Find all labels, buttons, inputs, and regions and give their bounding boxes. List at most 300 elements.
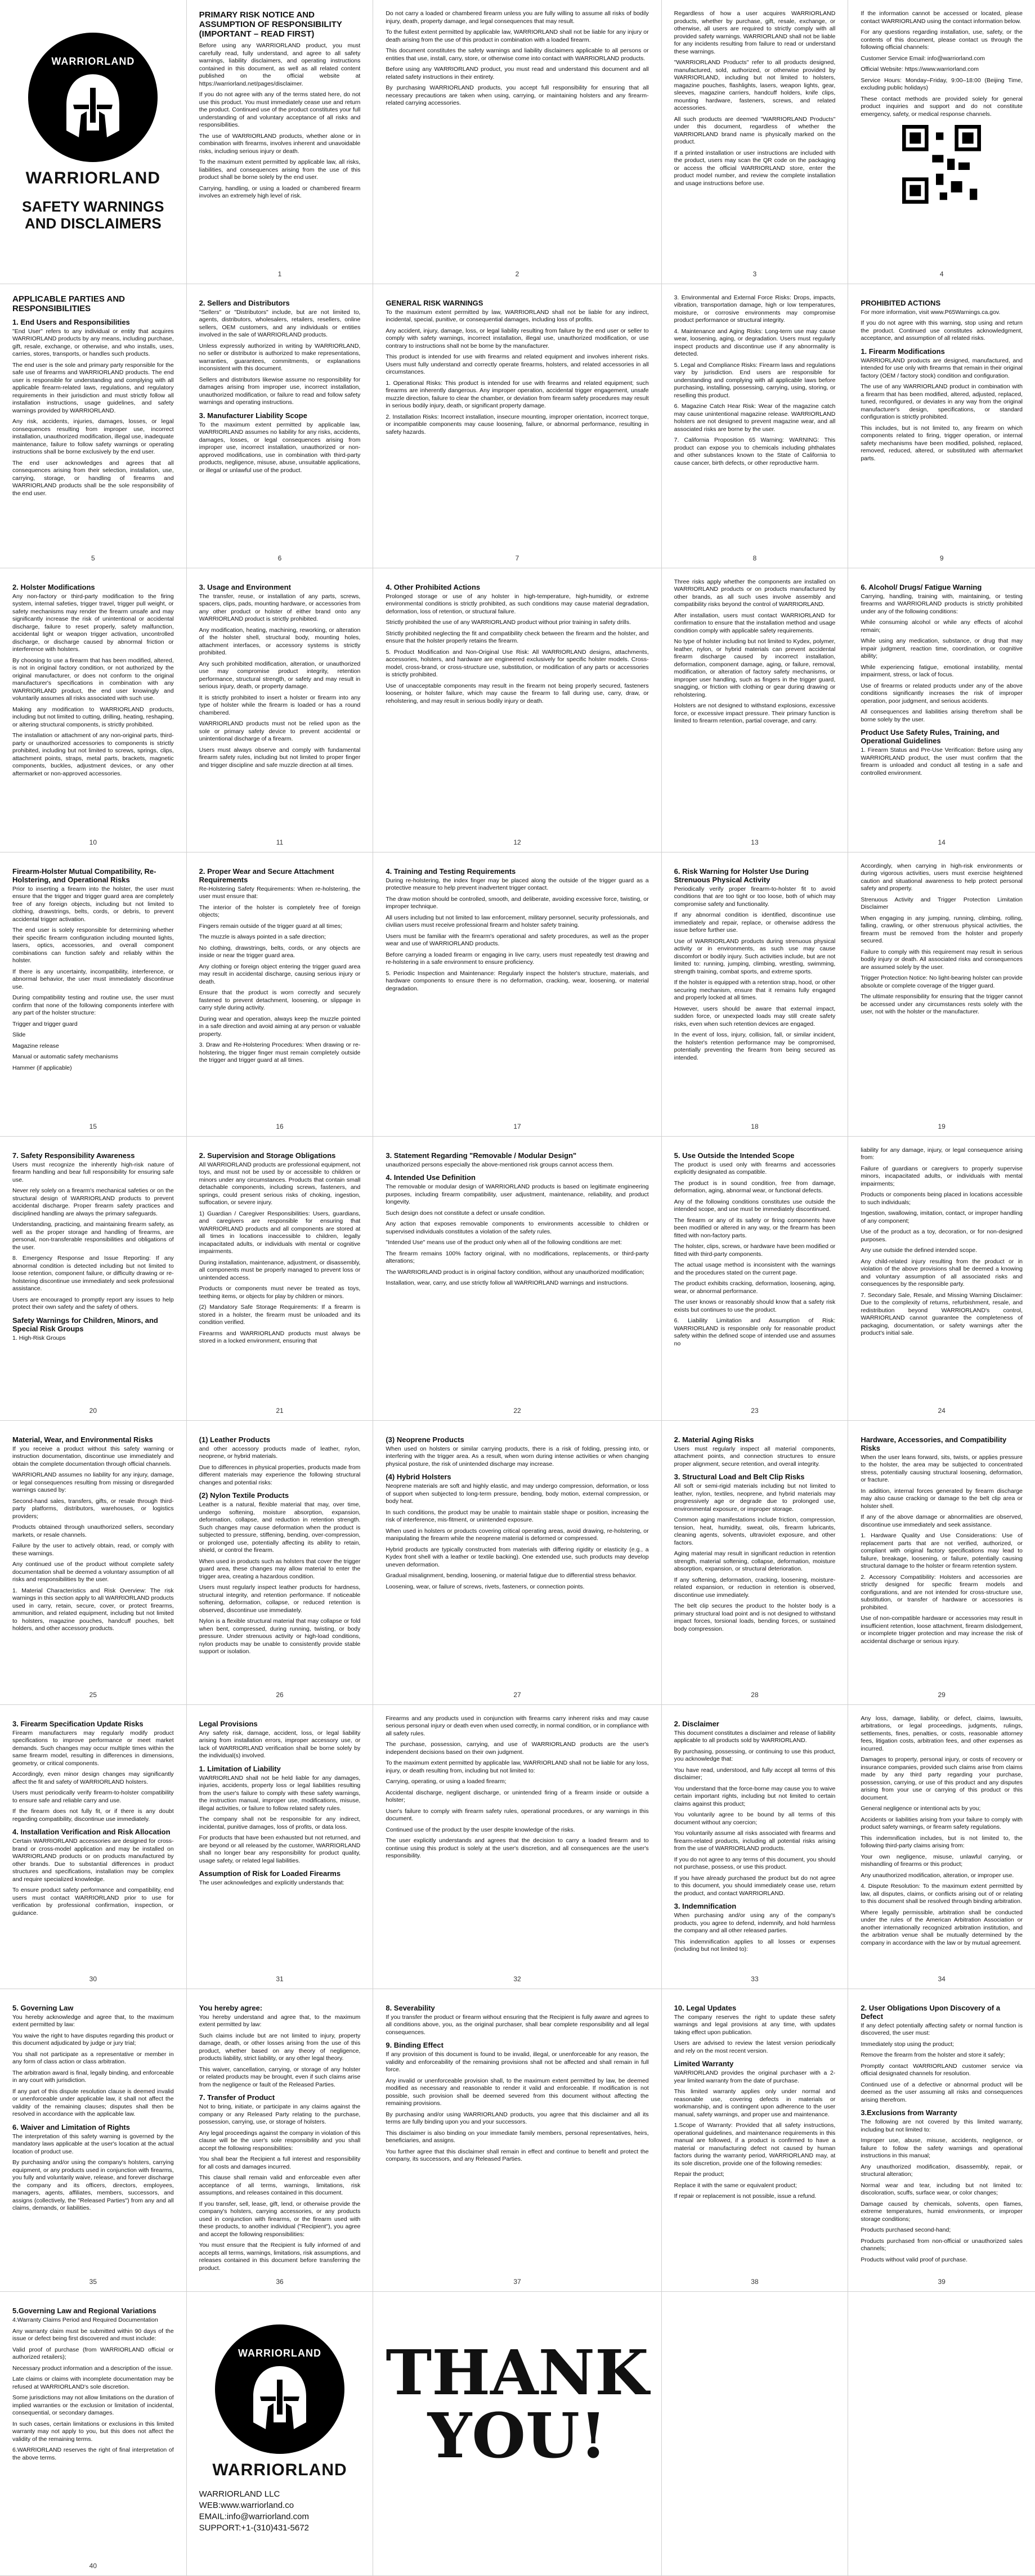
manual-page [662, 1989, 849, 2292]
paragraph: The removable or modular design of WARRIORLAND products is based on legitimate engineering purposes, including firearm compatibility, user adjustment, maintenance, reliability, and product longevity. [386, 1183, 649, 1206]
page-number: 39 [938, 2278, 946, 2286]
section-heading: 5. Governing Law [12, 2003, 74, 2012]
paragraph: Continued use of the product by the user despite knowledge of the risks. [386, 1826, 575, 1833]
paragraph: Repair the product; [674, 2171, 724, 2178]
paragraph: When the user leans forward, sits, twists, or applies pressure to the holster, the area may be subjected to concentrated stress, potentially causing structural loosening, deformation, or fracture. [861, 1453, 1023, 1484]
paragraph: For products that have been exhausted but not returned, and are beyond or all released by the customer, WARRIORLAND shall no longer bear any responsibility for product quality, usage safety, or related legal liabilities. [199, 1834, 361, 1864]
thank-you-heading: THANK YOU! [386, 2336, 649, 2472]
page-number: 2 [515, 270, 519, 278]
paragraph: 5. Product Modification and Non-Original Use Risk: All WARRIORLAND designs, attachments, accessories, holsters, and hardware are engineered exclusively for specific holster models. Cross-model, cross-brand, or cross-structure use, substitution, or modification of any parts or accessories is strictly prohibited. [386, 648, 649, 679]
paragraph: Holsters are not designed to withstand explosions, excessive force, or excessive impact pressure. Their primary function is limited to firearm retention, partial coverage, and carry. [674, 702, 836, 725]
paragraph: By purchasing and/or using the company's holsters, carrying equipment, or any products used in conjunction with firearms, you fully and voluntarily waive, release, and forever discharge the company and its officers, directors, employees, managers, agents, affiliates, members, successors, and assigns (collectively, the "Released Parties") from any and all claims, demands, or liabilities. [12, 2159, 174, 2212]
paragraph: Any use outside the defined intended scope. [861, 1247, 977, 1254]
manual-page [373, 1421, 661, 1705]
paragraph: Use of unacceptable components may result in the firearm not being properly secured, fasteners loosening, or holster failure, which may cause the firearm to fall during use, carry, draw, or reholstering, and may result in serious bodily injury or death. [386, 682, 649, 704]
section-heading: 2. Material Aging Risks [674, 1435, 754, 1444]
paragraph: Hybrid products are typically constructed from materials with differing rigidity or elasticity (e.g., a Kydex front shell with a leather or textile backing). One extended use, such products may develop uneven deformation. [386, 1546, 649, 1568]
paragraph: Any loss, damage, liability, or defect, claims, lawsuits, arbitrations, or legal proceedings, judgments, rulings, settlements, fines, penalties, or costs, reasonable attorney fees, litigation costs, arbitration fees, and other expenses as incurred. [861, 1715, 1023, 1752]
paragraph: If any part of this dispute resolution clause is deemed invalid or unenforceable under applicable law, it shall not affect the validity of the remaining clauses; disputes shall then be resolved in accordance with the applicable law. [12, 2088, 174, 2118]
paragraph: The user acknowledges and explicitly understands that: [199, 1879, 344, 1887]
manual-page [662, 1421, 849, 1705]
paragraph: Use of WARRIORLAND products during strenuous physical activity or in environments, as such use may cause discomfort or bodily injury. Such activities include, but are not limited to: running, jumping, climbing, wrestling, swimming, strength training, combat sports, and extreme sports. [674, 937, 836, 975]
paragraph: Trigger and trigger guard [12, 1020, 78, 1027]
paragraph: Such claims include but are not limited to injury, property damage, death, or other losses arising from the use of this product, whether based on any theory of negligence, products liability, strict liability, or any other legal theory. [199, 2032, 361, 2062]
paragraph: Common aging manifestations include friction, compression, tension, heat, humidity, sweat, oils, firearm lubricants, cleaning agents, solvents, ultraviolet exposure, and other factors. [674, 1516, 836, 1546]
paragraph: Periodically verify proper firearm-to-holster fit to avoid conditions that are too tight or too loose, both of which may compromise safety and functionality. [674, 885, 836, 908]
paragraph: For more information, visit www.P65Warnings.ca.gov. [861, 308, 1001, 316]
paragraph: During installation, maintenance, adjustment, or disassembly, all components must be properly managed to prevent loss or unintended access. [199, 1259, 361, 1281]
page-number: 8 [752, 554, 757, 562]
paragraph: Certain WARRIORLAND accessories are designed for cross-brand or cross-model application and may be installed on WARRIORLAND products or on products manufactured by other brands. Due to substantial differences in product structures and specifications, installation may be complex and require specialized knowledge. [12, 1838, 174, 1883]
page-number: 28 [751, 1690, 759, 1699]
paragraph: Damages to property, personal injury, or costs of recovery or insurance companies, provided such claims arise from claims made by any third party regarding your purchase, possession, carrying, or use of this product and any disputes arising from your use or carrying of this product or this document. [861, 1756, 1023, 1801]
paragraph: Gradual misalignment, bending, loosening, or material fatigue due to differential stress behavior. [386, 1572, 637, 1579]
section-heading: 5. Use Outside the Intended Scope [674, 1151, 795, 1160]
logo-wordmark: WARRIORLAND [25, 169, 160, 187]
paragraph: You hereby acknowledge and agree that, to the maximum extent permitted by law: [12, 2013, 174, 2029]
paragraph: By purchasing and/or using WARRIORLAND products, you agree that this disclaimer and all its terms are fully binding upon you and your successors. [386, 2111, 649, 2126]
manual-page [373, 2292, 661, 2576]
section-heading: 3. Firearm Specification Update Risks [12, 1719, 144, 1728]
page-number: 38 [751, 2278, 759, 2286]
manual-page [848, 1421, 1035, 1705]
section-heading: Assumption of Risk for Loaded Firearms [199, 1869, 341, 1878]
paragraph: Products purchased from non-official or unauthorized sales channels; [861, 2237, 1023, 2252]
paragraph: 1.Scope of Warranty: Provided that all safety instructions, operational guidelines, and maintenance requirements in this manual are followed, if a product is confirmed to have a material or manufacturing defect not caused by human factors during the warranty period, WARRIORLAND may, at its sole discretion, provide one of the following remedies: [674, 2122, 836, 2167]
paragraph: While experiencing fatigue, emotional instability, mental impairment, stress, or lack of focus. [861, 663, 1023, 679]
section-heading: 7. Transfer of Product [199, 2093, 275, 2102]
section-heading: 3. Manufacturer Liability Scope [199, 411, 307, 420]
page-number: 5 [91, 554, 95, 562]
paragraph: To the maximum extent permitted by applicable law, WARRIORLAND assumes no liability for any risks, accidents, damages, losses, or legal consequences arising from improper use, incorrect installation, unauthorized or non-approved modifications, use in combination with third-party products, negligence, misuse, abuse, unsuitable applications, or illegal or unlawful use of the product. [199, 421, 361, 474]
paragraph: Any continued use of the product without complete safety documentation shall be deemed a voluntary assumption of all risks and responsibilities by the user. [12, 1561, 174, 1583]
paragraph: Users must regularly inspect all material components, attachment points, and connection structures to ensure proper alignment, secure retention, and overall integrity. [674, 1445, 836, 1467]
paragraph: When used on holsters or similar carrying products, there is a risk of folding, pressing into, or interfering with the trigger area. As a result, when worn during intense activities or when changing physical posture, the risk of unintended discharge may increase. [386, 1445, 649, 1467]
manual-page [848, 0, 1035, 284]
paragraph: The product is used only with firearms and accessories explicitly designated as compatible. [674, 1161, 836, 1176]
paragraph: Re-Holstering Safety Requirements: When re-holstering, the user must ensure that: [199, 885, 361, 900]
paragraph: Before carrying a loaded firearm or engaging in live carry, users must repeatedly test drawing and re-holstering in a safe environment to ensure proficiency. [386, 951, 649, 966]
paragraph: If you have already purchased the product but do not agree to this document, you should immediately cease use, return the product, and contact WARRIORLAND. [674, 1874, 836, 1897]
paragraph: Making any modification to WARRIORLAND products, including but not limited to cutting, drilling, heating, reshaping, or altering structural components, is strictly prohibited. [12, 706, 174, 728]
page-number: 11 [276, 838, 284, 846]
paragraph: User's failure to comply with firearm safety rules, operational procedures, or any warnings in this document. [386, 1807, 649, 1823]
section-heading: 3. Statement Regarding "Removable / Modular Design" [386, 1151, 577, 1160]
paragraph: Any unauthorized modification, disassembly, repair, or structural alteration; [861, 2163, 1023, 2178]
logo [199, 2324, 361, 2480]
page-number: 22 [513, 1406, 521, 1415]
section-heading: (2) Nylon Textile Products [199, 1491, 289, 1500]
paragraph: Use of firearms or related products under any of the above conditions significantly increases the risk of improper operation, poor judgment, and serious accidents. [861, 682, 1023, 704]
paragraph: If you do not agree to any terms of this document, you should not purchase, possess, or use this product. [674, 1856, 836, 1871]
paragraph: If repair or replacement is not possible, issue a refund. [674, 2193, 817, 2200]
paragraph: Prior to inserting a firearm into the holster, the user must ensure that the trigger and trigger guard area are completely free of any foreign objects, including but not limited to clothing, drawstrings, belts, cords, or debris, to prevent accidental trigger activation. [12, 885, 174, 923]
page-number: 18 [751, 1122, 759, 1130]
paragraph: Accidents or liabilities arising from your failure to comply with product safety warnings, or firearm safety regulations. [861, 1816, 1023, 1831]
section-heading: 1. End Users and Responsibilities [12, 317, 130, 326]
paragraph: Any unauthorized modification, alteration, or improper use. [861, 1872, 1014, 1879]
paragraph: Official Website: https://www.warriorland.com [861, 66, 979, 73]
paragraph: Firearms and WARRIORLAND products must always be stored in a locked environment, ensuring that [199, 1330, 361, 1345]
qr-code-icon [902, 125, 981, 204]
paragraph: liability for any damage, injury, or legal consequence arising from: [861, 1146, 1023, 1161]
section-heading: (1) Leather Products [199, 1435, 271, 1444]
section-heading: Legal Provisions [199, 1719, 258, 1728]
paragraph: Where legally permissible, arbitration shall be conducted under the rules of the American Arbitration Association or another internationally recognized arbitration institution, and the arbitration venue shall be mutually determined by the company in accordance with the law or by mutual agreement. [861, 1909, 1023, 1946]
paragraph: Any modification, heating, machining, reworking, or alteration of the holster shell, structural body, mounting holes, attachment interfaces, or accessory systems is strictly prohibited. [199, 626, 361, 657]
logo-emblem [215, 2324, 344, 2454]
manual-page [0, 1705, 187, 1989]
paragraph: The actual usage method is inconsistent with the warnings and the procedures stated on the current page. [674, 1262, 836, 1276]
paragraph: Any warranty claim must be submitted within 90 days of the issue or defect being first discovered and must include: [12, 2327, 174, 2342]
paragraph: Fingers remain outside of the trigger guard at all times; [199, 922, 343, 930]
spartan-helmet-icon [62, 72, 124, 140]
section-heading: 6. Alcohol/ Drugs/ Fatigue Warning [861, 582, 982, 591]
paragraph: Damage caused by chemicals, solvents, open flames, extreme temperatures, humid environments, or improper storage conditions; [861, 2200, 1023, 2223]
manual-page [373, 1989, 661, 2292]
paragraph: You have read, understood, and fully accept all terms of this disclaimer; [674, 1766, 836, 1781]
manual-page [848, 1989, 1035, 2292]
paragraph: 5. Periodic Inspection and Maintenance: Regularly inspect the holster's structure, materials, and hardware components to ensure there is no deformation, cracking, wear, loosening, or material degradation. [386, 970, 649, 992]
paragraph: While using any medication, substance, or drug that may impair judgment, reaction time, coordination, or cognitive ability; [861, 638, 1023, 660]
section-heading: 3. Usage and Environment [199, 582, 291, 591]
paragraph: If any of the above damage or abnormalities are observed, discontinue use immediately and seek assistance. [861, 1514, 1023, 1528]
paragraph: The end user is the sole and primary party responsible for the safe use of firearms and WARRIORLAND products. The end user is responsible for understanding and complying with all applicable firearm-related laws, regulations, and regulatory requirements in their jurisdiction and must strictly follow all installation instructions, usage guidelines, and safety warnings provided by WARRIORLAND. [12, 361, 174, 414]
manual-page [848, 1137, 1035, 1421]
paragraph: In such cases, certain limitations or exclusions in this limited warranty may not apply to you, but this does not affect the validity of the remaining terms. [12, 2420, 174, 2443]
paragraph: By purchasing WARRIORLAND products, you accept full responsibility for ensuring that all necessary precautions are taken when using, carrying, or maintaining holsters and any firearm-related carrying accessories. [386, 84, 649, 106]
paragraph: 1. Hardware Quality and Use Considerations: Use of replacement parts that are not verified, authorized, or compliant with original factory specifications may lead to failure, breakage, loosening, or failure, potentially causing structural damage to the holster or firearm retention system. [861, 1532, 1023, 1570]
paragraph: If any defect potentially affecting safety or normal function is discovered, the user must: [861, 2022, 1023, 2037]
paragraph: Any of the following conditions constitutes use outside the intended scope, and use must be immediately discontinued. [674, 1198, 836, 1213]
paragraph: Sellers and distributors likewise assume no responsibility for damages arising from improper use, incorrect installation, unauthorized modification, or failure to read and follow safety warnings and operating instructions. [199, 376, 361, 406]
paragraph: During re-holstering, the index finger may be placed along the outside of the trigger guard as a protective measure to help prevent inadvertent trigger contact. [386, 877, 649, 892]
page-number: 32 [513, 1974, 521, 1983]
page-number: 23 [751, 1406, 759, 1415]
paragraph: No clothing, drawstrings, belts, cords, or any objects are inside or near the trigger guard area. [199, 944, 361, 959]
paragraph: If a printed installation or user instructions are included with the product, users may scan the QR code on the packaging or access the official WARRIORLAND store, enter the product model number, and review the complete installation and usage instructions before use. [674, 149, 836, 187]
paragraph: The transfer, reuse, or installation of any parts, screws, spacers, clips, pads, mounting hardware, or accessories from any other product or holster of either brand onto any WARRIORLAND product is strictly prohibited. [199, 593, 361, 623]
paragraph: Your own negligence, misuse, unlawful carrying, or mishandling of firearms or this product; [861, 1853, 1023, 1868]
paragraph: Ingestion, swallowing, imitation, contact, or improper handling of any component; [861, 1210, 1023, 1224]
paragraph: If you transfer the product or firearm without ensuring that the Recipient is fully aware and agrees to all conditions above, you, as the original purchaser, shall bear complete responsibility and all legal consequences. [386, 2013, 649, 2036]
paragraph: The arbitration award is final, legally binding, and enforceable in any court with jurisdiction. [12, 2069, 174, 2084]
paragraph: 6. Liability Limitation and Assumption of Risk: WARRIORLAND is responsible only for reasonable product safety within the defined scope of intended use and assumes no [674, 1317, 836, 1347]
paragraph: You shall bear the Recipient a full interest and responsibility for all costs and damages incurred. [199, 2156, 361, 2170]
contact-info [199, 2489, 361, 2534]
section-heading: Safety Warnings for Children, Minors, and Special Risk Groups [12, 1316, 158, 1333]
page-number: 6 [277, 554, 282, 562]
paragraph: Continued use of a defective or abnormal product will be deemed as the user assuming all risks and consequences arising therefrom. [861, 2081, 1023, 2103]
manual-page [373, 0, 661, 284]
paragraph: For any questions regarding installation, use, safety, or the contents of this document, please contact us through the following official channels: [861, 29, 1023, 51]
paragraph: This product is intended for use with firearms and related equipment and involves inherent risks. Users must fully understand and correctly operate firearms, holsters, and related accessories in all circumstances. [386, 353, 649, 376]
manual-page [848, 284, 1035, 568]
paragraph: 5. Legal and Compliance Risks: Firearm laws and regulations vary by jurisdiction. End users are responsible for understanding and complying with all applicable laws before purchasing, installing, possessing, carrying, using, storing, or reselling this product. [674, 361, 836, 399]
paragraph: Nylon is a flexible structural material that may collapse or fold when bent, compressed, during running, twisting, or body pressure. Under strenuous activity or high-load conditions, nylon products may be unable to consistently provide stable support or isolation. [199, 1618, 361, 1655]
paragraph: The interpretation of this safety warning is governed by the mandatory laws applicable at the user's location at the actual location of product use. [12, 2133, 174, 2155]
paragraph: 6.WARRIORLAND reserves the right of final interpretation of the above terms. [12, 2447, 174, 2461]
manual-page [0, 1137, 187, 1421]
paragraph: In addition, internal forces generated by firearm discharge may also cause cracking or damage to the belt clip area or holster shell. [861, 1487, 1023, 1510]
paragraph: Some jurisdictions may not allow limitations on the duration of implied warranties or the exclusion or limitation of incidental, consequential, or secondary damages. [12, 2394, 174, 2417]
section-heading: 4. Installation Verification and Risk Allocation [12, 1828, 171, 1837]
section-heading: 1. Limitation of Liability [199, 1764, 281, 1773]
paragraph: Any risk, accidents, injuries, damages, losses, or legal consequences resulting from improper use, incorrect installation, unauthorized modification, illegal use, inadequate maintenance, failure to follow safety warnings or operating instructions shall be borne exclusively by the end user. [12, 418, 174, 456]
paragraph: No type of holster including but not limited to Kydex, polymer, leather, nylon, or hybrid materials can prevent accidental firearm discharge caused by incorrect installation, deformation, component damage, aging, or failure, removal, modification, or alteration of factory safety mechanisms, or improper user handling, such as fingers in the trigger guard, snagging, or friction with clothing or gear during drawing or reholstering. [674, 638, 836, 698]
manual-page [662, 0, 849, 284]
paragraph: Hammer (if applicable) [12, 1064, 72, 1071]
paragraph: "End User" refers to any individual or entity that acquires WARRIORLAND products by any means, including purchase, gift, resale, exchange, or otherwise, and who installs, uses, carries, stores, transports, or handles such products. [12, 327, 174, 358]
section-heading: Limited Warranty [674, 2059, 734, 2068]
section-heading: 3.Exclusions from Warranty [861, 2108, 957, 2117]
paragraph: To the fullest extent permitted by applicable law, WARRIORLAND shall not be liable for any injury or death arising from the use of this product in combination with a loaded firearm. [386, 29, 649, 43]
section-heading: (3) Neoprene Products [386, 1435, 464, 1444]
paragraph: The holster, clips, screws, or hardware have been modified or fitted with third-party components. [674, 1243, 836, 1258]
paragraph: Installation, wear, carry, and use strictly follow all WARRIORLAND warnings and instructions. [386, 1280, 629, 1287]
paragraph: The product is in sound condition, free from damage, deformation, aging, abnormal wear, or functional defects. [674, 1179, 836, 1195]
paragraph: Any child-related injury resulting from the product or in violation of the above provisions shall be deemed a knowing and voluntary assumption of all associated risks and consequences by the responsible party. [861, 1258, 1023, 1288]
paragraph: Trigger Protection Notice: No light-bearing holster can provide absolute or complete coverage of the trigger guard. [861, 975, 1023, 989]
page-number: 26 [276, 1690, 284, 1699]
paragraph: This document constitutes a disclaimer and release of liability applicable to all products sold by WARRIORLAND. [674, 1729, 836, 1744]
paragraph: 4. Maintenance and Aging Risks: Long-term use may cause wear, loosening, aging, or degradation. Users must regularly inspect products and discontinue use if any abnormality is detected. [674, 327, 836, 358]
manual-page [662, 1705, 849, 1989]
paragraph: Unless expressly authorized in writing by WARRIORLAND, no seller or distributor is authorized to make representations, warranties, guarantees, commitments, or explanations inconsistent with this document. [199, 342, 361, 373]
paragraph: To ensure product safety performance and compatibility, end users must contact WARRIORLAND prior to use for verification by professional confirmation, inspection, or guidance. [12, 1887, 174, 1917]
paragraph: The ultimate responsibility for ensuring that the trigger cannot be accessed under any circumstances rests solely with the user, not with the holster or the manufacturer. [861, 993, 1023, 1016]
paragraph: The use of WARRIORLAND products, whether alone or in combination with firearms, involves inherent and unavoidable risks, including serious injury or death. [199, 132, 361, 155]
paragraph: Manual or automatic safety mechanisms [12, 1053, 118, 1061]
paragraph: The installation or attachment of any non-original parts, third-party or unauthorized accessories to components is strictly prohibited, including but not limited to screws, springs, clips, attachment points, straps, metal parts, brackets, magnetic components, buckles, adjustment devices, or any other aftermarket or non-approved accessories. [12, 732, 174, 777]
paragraph: Not to bring, initiate, or participate in any claims against the company or any Released Party relating to the purchase, possession, carrying, use, or storage of holsters. [199, 2103, 361, 2126]
paragraph: Products purchased second-hand; [861, 2227, 951, 2234]
manual-page [0, 852, 187, 1137]
paragraph: You hereby understand and agree that, to the maximum extent permitted by law: [199, 2013, 361, 2029]
contact-line: WARRIORLAND LLC [199, 2489, 280, 2499]
paragraph: This waiver, cancellation, carrying, or storage of any holster or related products may be brought, even if such claims arise from the negligence or fault of the Released Parties. [199, 2066, 361, 2088]
paragraph: Late claims or claims with incomplete documentation may be refused at WARRIORLAND's sole discretion. [12, 2376, 174, 2390]
section-heading: 2. Disclaimer [674, 1719, 719, 1728]
paragraph: WARRIORLAND products must not be relied upon as the sole or primary safety device to prevent accidental or unintentional discharge of a firearm. [199, 720, 361, 743]
paragraph: When used in holsters or products covering critical operating areas, avoid drawing, re-holstering, or manipulating the firearm while the neoprene material is deformed or compressed. [386, 1527, 649, 1542]
paragraph: The product exhibits cracking, deformation, loosening, aging, wear, or abnormal performance. [674, 1280, 836, 1295]
paragraph: Use of non-compatible hardware or accessories may result in insufficient retention, loose attachment, firearm dislodgement, or incomplete trigger protection and may increase the risk of accidental discharge or serious injury. [861, 1615, 1023, 1645]
paragraph: Valid proof of purchase (from WARRIORLAND official or authorized retailers); [12, 2346, 174, 2361]
page-number: 13 [751, 838, 759, 846]
logo-text-top: WARRIORLAND [238, 2347, 321, 2359]
paragraph: Accordingly, even minor design changes may significantly affect the fit and safety of WARRIORLAND holsters. [12, 1771, 174, 1785]
paragraph: 1) Guardian / Caregiver Responsibilities: Users, guardians, and caregivers are responsible for ensuring that WARRIORLAND products and all components are stored at all times in locations inaccessible to children, legally incapacitated adults, or individuals with mental or cognitive impairments. [199, 1210, 361, 1255]
logo-text-top: WARRIORLAND [51, 55, 135, 67]
section-heading: 5.Governing Law and Regional Variations [12, 2306, 156, 2315]
section-heading: 4. Other Prohibited Actions [386, 582, 481, 591]
page-number: 36 [276, 2278, 284, 2286]
paragraph: The purchase, possession, carrying, and use of WARRIORLAND products are the user's independent decisions based on their own judgment. [386, 1741, 649, 1756]
section-heading: 3. Structural Load and Belt Clip Risks [674, 1473, 805, 1482]
paragraph: 7. California Proposition 65 Warning: WARNING: This product can expose you to chemicals including phthalates and other substances known to the State of California to cause cancer, birth defects, or other reproductive harm. [674, 437, 836, 466]
paragraph: This limited warranty applies only under normal and reasonable use, covering defects in materials or workmanship, and is contingent upon adherence to the user manual, safety warnings, and proper use and maintenance. [674, 2088, 836, 2118]
paragraph: This indemnification applies to all losses or expenses (including but not limited to): [674, 1938, 836, 1953]
paragraph: You shall not participate as a representative or member in any form of class action or class arbitration. [12, 2050, 174, 2066]
page-number: 12 [513, 838, 521, 846]
paragraph: The interior of the holster is completely free of foreign objects; [199, 904, 361, 919]
section-heading: 10. Legal Updates [674, 2003, 737, 2012]
paragraph: Any action that exposes removable components to environments accessible to children or supervised individuals constitutes a violation of the safety rules. [386, 1220, 649, 1235]
paragraph: Ensure that the product is worn correctly and securely fastened to prevent detachment, loosening, or slippage in carry style during activity. [199, 989, 361, 1012]
manual-page [187, 1137, 374, 1421]
paragraph: Never rely solely on a firearm's mechanical safeties or on the structural design of WARRIORLAND products to prevent accidental discharge. Proper firearm safety practices and disciplined handling are always the primary safeguards. [12, 1187, 174, 1217]
paragraph: "WARRIORLAND Products" refer to all products designed, manufactured, sold, authorized, or otherwise provided by WARRIORLAND, including but not limited to holsters, magazine pouches, flashlights, lasers, weapon lights, gear, sleeves, magazine carriers, handcuff holders, knife clips, mounting hardware, fasteners, screws, and related accessories. [674, 59, 836, 111]
paragraph: Before using any WARRIORLAND product, you must carefully read, fully understand, and agree to all safety warnings, liability disclaimers, and operating instructions contained in this document, as well as all related content published on the official website at https://warriorland.net/pages/disclaimer. [199, 42, 361, 87]
paragraph: The use of any WARRIORLAND product in combination with a firearm that has been modified, altered, adjusted, replaced, tuned, reconfigured, or deviates in any way from the original manufacturer's design, specifications, or standard configuration is strictly prohibited. [861, 383, 1023, 421]
manual-page [0, 1421, 187, 1705]
section-heading: PROHIBITED ACTIONS [861, 298, 941, 307]
paragraph: Remove the firearm from the holster and store it safely; [861, 2052, 1005, 2059]
page-number: 37 [513, 2278, 521, 2286]
page-number: 16 [276, 1122, 284, 1130]
page-number: 19 [938, 1122, 946, 1130]
manual-page [0, 1989, 187, 2292]
section-heading: Material, Wear, and Environmental Risks [12, 1435, 153, 1444]
paragraph: You understand that the force-borne may cause you to waive certain important rights, including but not limited to certain claims against this product; [674, 1785, 836, 1807]
paragraph: If the firearm does not fully fit, or if there is any doubt regarding compatibility, discontinue use immediately. [12, 1808, 174, 1823]
paragraph: Carrying, operating, or using a loaded firearm; [386, 1778, 507, 1785]
manual-page [0, 284, 187, 568]
paragraph: 6. Magazine Catch Hear Risk: Wear of the magazine catch may cause unintentional magazine release. WARRIORLAND holsters are not designed to prevent magazine wear, and all associated risks are borne by the user. [674, 403, 836, 433]
page-number: 9 [939, 554, 944, 562]
paragraph: Users are encouraged to promptly report any issues to help protect their own safety and the safety of others. [12, 1296, 174, 1311]
paragraph: unauthorized persons especially the above-mentioned risk groups cannot access them. [386, 1161, 614, 1168]
page-number: 14 [938, 838, 946, 846]
paragraph: Products without valid proof of purchase. [861, 2256, 967, 2263]
paragraph: By choosing to use a firearm that has been modified, altered, is not in original factory condition, or not authorized by the original manufacturer, or does not conform to the original manufacturer's specifications in combination with any WARRIORLAND product, the end user knowingly and voluntarily assumes all risks associated with such use. [12, 657, 174, 702]
paragraph: 4.Warranty Claims Period and Required Documentation [12, 2317, 158, 2324]
page-number: 21 [276, 1406, 284, 1415]
paragraph: While consuming alcohol or while any effects of alcohol remain; [861, 619, 1023, 634]
manual-page [662, 1137, 849, 1421]
paragraph: Accordingly, when carrying in high-risk environments or during vigorous activities, users must exercise heightened caution and situational awareness to help protect personal safety and property. [861, 862, 1023, 892]
paragraph: 3. Draw and Re-Holstering Procedures: When drawing or re-holstering, the trigger finger must remain completely outside the trigger and trigger guard at all times. [199, 1042, 361, 1064]
paragraph: All WARRIORLAND products are professional equipment, not toys, and must not be used by or accessible to children or minors under any circumstances. Products that contain small detachable components, including screws, fasteners, and springs, could present serious risks of choking, ingestion, suffocation, or severe injury. [199, 1161, 361, 1206]
paragraph: Products or components being placed in locations accessible to such individuals; [861, 1191, 1023, 1206]
paragraph: Products obtained through unauthorized sellers, secondary markets, or resale channels. [12, 1524, 174, 1538]
paragraph: The company shall not be responsible for any indirect, incidental, punitive damages, loss of profits, or data loss. [199, 1816, 361, 1830]
paragraph: 3. Environmental and External Force Risks: Drops, impacts, vibration, transportation damage, high or low temperatures, moisture, or corrosive environments may compromise product performance or structural integrity. [674, 294, 836, 324]
section-heading: Hardware, Accessories, and Compatibility Risks [861, 1435, 1007, 1452]
paragraph: Regardless of how a user acquires WARRIORLAND products, whether by purchase, gift, resale, exchange, or otherwise, all users are required to strictly comply with all provided safety warnings. WARRIORLAND shall not be liable for any incidents resulting from failure to read or understand these warnings. [674, 10, 836, 55]
paragraph: Users must periodically verify firearm-to-holster compatibility to ensure safe and reliable carry and use. [12, 1789, 174, 1804]
paragraph: "Intended Use" means use of the product only when all of the following conditions are met: [386, 1239, 622, 1246]
paragraph: Users must regularly inspect leather products for hardness, structural integrity, and retention performance. If noticeable softening, deformation, collapse, or reduced retention is observed, discontinue use immediately. [199, 1584, 361, 1614]
paragraph: 2. Accessory Compatibility: Holsters and accessories are strictly designed for specific firearm models and configurations, and are not intended for cross-structure use, substitution, or transfer of hardware or accessories is prohibited. [861, 1573, 1023, 1611]
paragraph: 1. Operational Risks: This product is intended for use with firearms and related equipment; such firearms are inherently dangerous. Any improper operation, accidental trigger engagement, unsafe muzzle direction, failure to clear the chamber, or deviation from firearm safety procedures may result in serious bodily injury, death, or significant property damage. [386, 379, 649, 410]
paragraph: Normal wear and tear, including but not limited to: discoloration, scuffs, surface wear, or color changes; [861, 2182, 1023, 2197]
paragraph: Failure of guardians or caregivers to properly supervise minors, incapacitated adults, or individuals with mental impairments; [861, 1165, 1023, 1187]
page-number: 31 [276, 1974, 284, 1983]
paragraph: 8. Emergency Response and Issue Reporting: If any abnormal condition is detected including but not limited to loose retention, component failure, or difficulty drawing or re-holstering discontinue use immediately and seek professional assistance. [12, 1255, 174, 1293]
paragraph: If any abnormal condition is identified, discontinue use immediately and repair, replace, or otherwise address the issue before further use. [674, 912, 836, 934]
paragraph: All soft or semi-rigid materials including but not limited to leather, nylon, textiles, neoprene, and hybrid materials may progressively age or degrade due to prolonged use, environmental exposure, or improper storage. [674, 1483, 836, 1513]
manual-page [0, 0, 187, 284]
paragraph: The end user acknowledges and agrees that all consequences arising from their selection, installation, use, carrying, storage, or handling of firearms and WARRIORLAND products shall be the sole responsibility of the end user. [12, 459, 174, 497]
paragraph: This clause shall remain valid and enforceable even after acceptance of all terms, warnings, limitations, risk assumptions, and releases contained in this document. [199, 2174, 361, 2197]
paragraph: Accidental discharge, negligent discharge, or unintended firing of a firearm inside or outside a holster; [386, 1789, 649, 1804]
spartan-helmet-icon [249, 2364, 311, 2431]
section-heading: 4. Training and Testing Requirements [386, 867, 516, 876]
paragraph: During wear and operation, always keep the muzzle pointed in a safe direction and avoid aiming at any person or valuable property. [199, 1015, 361, 1038]
section-heading: 2. Supervision and Storage Obligations [199, 1151, 336, 1160]
paragraph: Promptly contact WARRIORLAND customer service via official designated channels for resolution. [861, 2062, 1023, 2077]
paragraph: You further agree that this disclaimer shall remain in effect and continue to benefit and protect the company, its successors, and any Released Parties. [386, 2148, 649, 2163]
paragraph: Immediately stop using the product; [861, 2040, 955, 2048]
paragraph: The WARRIORLAND product is in original factory condition, without any unauthorized modification; [386, 1268, 644, 1276]
section-heading: 2. User Obligations Upon Discovery of a Defect [861, 2003, 1001, 2021]
manual-page [373, 1705, 661, 1989]
paragraph: 1. High-Risk Groups [12, 1334, 66, 1341]
page-number: 3 [752, 270, 757, 278]
paragraph: This document constitutes the safety warnings and liability disclaimers applicable to all persons or entities that use, install, carry, store, or otherwise come into contact with WARRIORLAND products. [386, 47, 649, 62]
paragraph: If any provision of this document is found to be invalid, illegal, or unenforceable for any reason, the validity and enforceability of the remaining provisions shall not be affected and shall remain in full force. [386, 2051, 649, 2074]
manual-page [0, 2292, 187, 2576]
manual-page [373, 852, 661, 1137]
paragraph: Replace it with the same or equivalent product; [674, 2182, 797, 2189]
paragraph: WARRIORLAND products are designed, manufactured, and intended for use only with firearms that remain in their original factory (OEM / factory stock) condition and configuration. [861, 357, 1023, 379]
paragraph: In the event of loss, injury, collision, fall, or similar incident, the holster's retention performance may be compromised, potentially preventing the firearm from being secured as intended. [674, 1031, 836, 1061]
paragraph: These contact methods are provided solely for general product inquiries and support and do not constitute emergency, safety, or medical response channels. [861, 95, 1023, 118]
paragraph: Users must always observe and comply with fundamental firearm safety rules, including but not limited to proper finger and trigger discipline and safe muzzle direction at all times. [199, 746, 361, 769]
page-number: 25 [89, 1690, 97, 1699]
paragraph: It is strictly prohibited to insert a holster or firearm into any type of holster while the firearm is loaded or has a round chambered. [199, 694, 361, 716]
paragraph: The following are not covered by this limited warranty, including but not limited to: [861, 2119, 1023, 2133]
paragraph: You voluntarily assume all risks associated with firearms and firearm-related products, including all potential risks arising from the use of WARRIORLAND products. [674, 1830, 836, 1852]
page-number: 20 [89, 1406, 97, 1415]
manual-page [662, 852, 849, 1137]
paragraph: The firearm or any of its safety or firing components have been modified or altered in any way, or the firearm has been fitted with non-factory parts. [674, 1217, 836, 1239]
paragraph: 1. Firearm Status and Pre-Use Verification: Before using any WARRIORLAND product, the user must confirm that the firearm is unloaded and conduct all testing in a safe and controlled environment. [861, 747, 1023, 777]
paragraph: The firearm remains 100% factory original, with no modifications, replacements, or third-party alterations; [386, 1250, 649, 1265]
page-number: 17 [513, 1122, 521, 1130]
paragraph: 2. Installation Risks: Incorrect installation, insecure mounting, improper orientation, incorrect torque, or incompatible components may cause loosening, failure, or abnormal performance, resulting in safety hazards. [386, 413, 649, 436]
paragraph: Three risks apply whether the components are installed on WARRIORLAND products or on products manufactured by other brands, as all such uses involve assembly and compatibility risks beyond the control of WARRIORLAND. [674, 578, 836, 608]
page-number: 40 [89, 2562, 97, 2570]
paragraph: WARRIORLAND shall not be held liable for any damages, injuries, accidents, property loss or legal liabilities resulting from the user's failure to comply with these safety warnings, the instruction manual, improper use, modifications, misuse, illegal activities, or failure to follow related safety rules. [199, 1774, 361, 1812]
paragraph: If you transfer, sell, lease, gift, lend, or otherwise provide the company's holsters, carrying accessories, or any products used in conjunction with firearms, or the firearm used with these products, to another individual ("Recipient"), you agree and accept the following responsibilities: [199, 2200, 361, 2238]
paragraph: Customer Service Email: info@warriorland.com [861, 55, 985, 62]
page-number: 4 [939, 270, 944, 278]
section-heading: 2. Proper Wear and Secure Attachment Requirements [199, 867, 334, 884]
manual-page [373, 284, 661, 568]
section-title: PRIMARY RISK NOTICE AND ASSUMPTION OF RESPONSIBILITY (IMPORTANT – READ FIRST) [199, 10, 342, 39]
paragraph: If there is any uncertainty, incompatibility, interference, or abnormal behavior, the user must immediately discontinue use. [12, 968, 174, 990]
page-number: 27 [513, 1690, 521, 1699]
paragraph: Carrying, handling, training with, maintaining, or testing firearms and WARRIORLAND products is strictly prohibited under any of the following conditions: [861, 593, 1023, 615]
paragraph: WARRIORLAND assumes no liability for any injury, damage, or legal consequences resulting from missing or disregarded warnings caused by: [12, 1471, 174, 1494]
paragraph: 1. Material Characteristics and Risk Overview: The risk warnings in this section apply to all WARRIORLAND products used in carry, retain, secure, cover, or protect firearms, ammunition, and related equipment, including but not limited to holsters, magazine pouches, handcuff pouches, belt holders, and other accessory products. [12, 1587, 174, 1632]
paragraph: However, users should be aware that external impact, sudden force, or unexpected loads may still create safety risks, even when such retention devices are engaged. [674, 1005, 836, 1027]
paragraph: Failure by the user to actively obtain, read, or comply with these warnings. [12, 1542, 174, 1557]
paragraph: Service Hours: Monday–Friday, 9:00–18:00 (Beijing Time, excluding public holidays) [861, 77, 1023, 91]
paragraph: Carrying, handling, or using a loaded or chambered firearm involves an extremely high level of risk. [199, 185, 361, 199]
section-heading: Product Use Safety Rules, Training, and Operational Guidelines [861, 728, 1000, 746]
logo [12, 33, 174, 188]
paragraph: Any safety risk, damage, accident, loss, or legal liability arising from installation errors, improper accessory use, or lack of WARRIORLAND verification shall be borne solely by the individual(s) involved. [199, 1729, 361, 1760]
paragraph: Before using any WARRIORLAND product, you must read and understand this document and all related safety instructions in their entirety. [386, 66, 649, 80]
paragraph: The end user is solely responsible for determining whether their specific firearm configuration including mounted lights, lasers, optics, accessories, and overall component combinations can function safely and reliably within the holster. [12, 927, 174, 964]
paragraph: The user knows or reasonably should know that a safety risk exists but continues to use the product. [674, 1299, 836, 1313]
paragraph: Any invalid or unenforceable provision shall, to the maximum extent permitted by law, be deemed modified as necessary and reasonable to render it valid and enforceable. If modification is not possible, such provision shall be deemed severed from this document without affecting the remaining provisions. [386, 2077, 649, 2107]
section-heading: 2. Holster Modifications [12, 582, 95, 591]
